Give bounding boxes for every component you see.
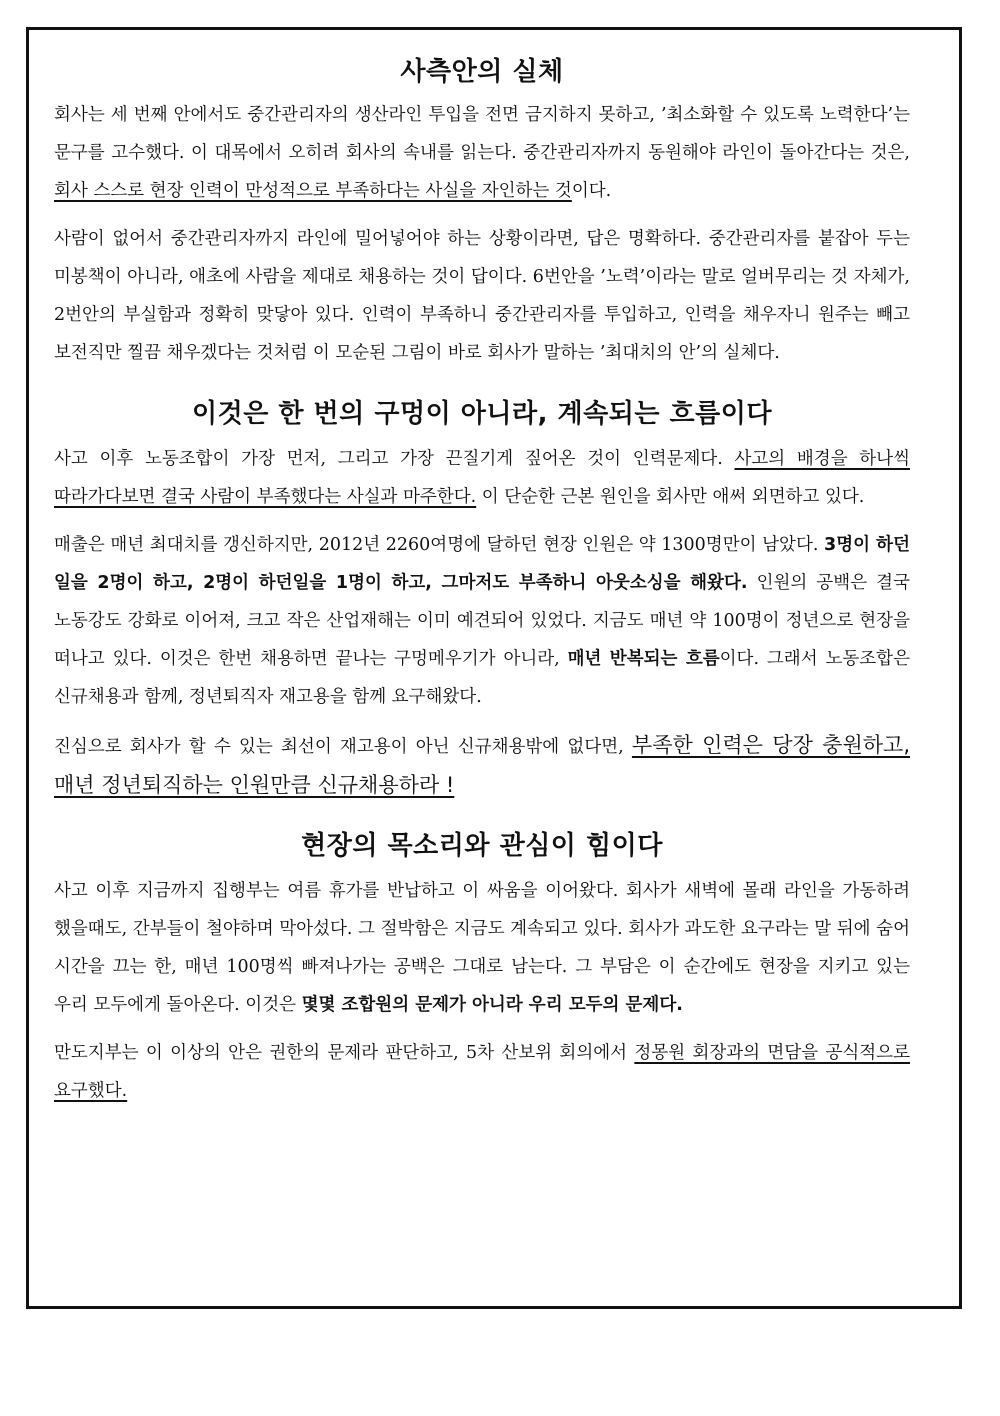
text: 회사는 세 번째 안에서도 중간관리자의 생산라인 투입을 전면 금지하지 못하고, ’최소화할 수 있도록 노력한다’는 문구를 고수했다. 이 대목에서 오히려 회사의 속내를 읽는다. 중간관리자까지 동원해야 라인이 돌아간다는 것은,: [54, 105, 910, 163]
paragraph: [54, 440, 910, 516]
underlined-text: 회사 스스로 현장 인력이 만성적으로 부족하다는 사실을 자인하는 것: [54, 181, 572, 201]
section-title-flow: 이것은 한 번의 구멍이 아니라, 계속되는 흐름이다: [191, 399, 772, 429]
section-title-voice: 현장의 목소리와 관심이 힘이다: [301, 831, 663, 861]
text: 사고 이후 지금까지 집행부는 여름 휴가를 반납하고 이 싸움을 이어왔다. 회사가 새벽에 몰래 라인을 가동하려 했을때도, 간부들이 철야하며 막아섰다. 그 절박함은 지금도 계속되고 있다. 회사가 과도한 요구라는 말 뒤에 숨어 시간을 끄는 한, 매년 100명씩 빠져나가는 공백은 그대로 남는다. 그 부담은 이 순간에도 현장을 지키고 있는 우리 모두에게 돌아온다. 이것은: [54, 881, 910, 1015]
text: 매출은 매년 최대치를 갱신하지만, 2012년 2260여명에 달하던 현장 인원은 약 1300명만이 남았다.: [54, 535, 825, 555]
text: 사고 이후 노동조합이 가장 먼저, 그리고 가장 끈질기게 짚어온 것이 인력문제다.: [54, 449, 735, 469]
paragraph: [54, 726, 910, 806]
text: 진심으로 회사가 할 수 있는 최선이 재고용이 아닌 신규채용밖에 없다면,: [54, 737, 632, 757]
text: 만도지부는 이 이상의 안은 권한의 문제라 판단하고, 5차 산보위 회의에서: [54, 1043, 635, 1063]
document-body: [54, 52, 910, 1120]
text: 이다.: [571, 181, 612, 201]
bold-text: 3명이 하던 일을 2명이 하고, 2명이 하던일을 1명이 하고, 그마저도 부족하니 아웃소싱을 해왔다.: [54, 535, 910, 593]
underlined-demand-text: 부족한 인력은 당장 충원하고, 매년 정년퇴직하는 인원만큼 신규채용하라 !: [54, 733, 910, 797]
paragraph: [54, 526, 910, 716]
underlined-text: 사고의 배경을 하나씩 따라가다보면 결국 사람이 부족했다는 사실과 마주한다.: [54, 449, 910, 507]
paragraph: [54, 96, 910, 210]
underlined-text: 정몽원 회장과의 면담을 공식적으로 요구했다.: [54, 1043, 910, 1101]
text: 이 단순한 근본 원인을 회사만 애써 외면하고 있다.: [476, 487, 865, 507]
paragraph: [54, 872, 910, 1024]
text: 인원의 공백은 결국 노동강도 강화로 이어져, 크고 작은 산업재해는 이미 예견되어 있었다. 지금도 매년 약 100명이 정년으로 현장을 떠나고 있다. 이것은 한번 채용하면 끝나는 구멍메우기가 아니라,: [54, 573, 910, 669]
paragraph: [54, 1034, 910, 1110]
text: 이다. 그래서 노동조합은 신규채용과 함께, 정년퇴직자 재고용을 함께 요구해왔다.: [54, 649, 910, 707]
paragraph: 사람이 없어서 중간관리자까지 라인에 밀어넣어야 하는 상황이라면, 답은 명확하다. 중간관리자를 붙잡아 두는 미봉책이 아니라, 애초에 사람을 제대로 채용하는 것이 답이다. 6번안을 ’노력’이라는 말로 얼버무리는 것 자체가, 2번안의 부실함과 정확히 맞닿아 있다. 인력이 부족하니 중간관리자를 투입하고, 인력을 채우자니 원주는 빼고 보전직만 찔끔 채우겠다는 것처럼 이 모순된 그림이 바로 회사가 말하는 ’최대치의 안’의 실체다.: [54, 229, 910, 363]
bold-text: 매년 반복되는 흐름: [567, 649, 720, 669]
section-title-reality: 사측안의 실체: [400, 57, 564, 87]
bold-text: 몇몇 조합원의 문제가 아니라 우리 모두의 문제다.: [301, 995, 683, 1015]
